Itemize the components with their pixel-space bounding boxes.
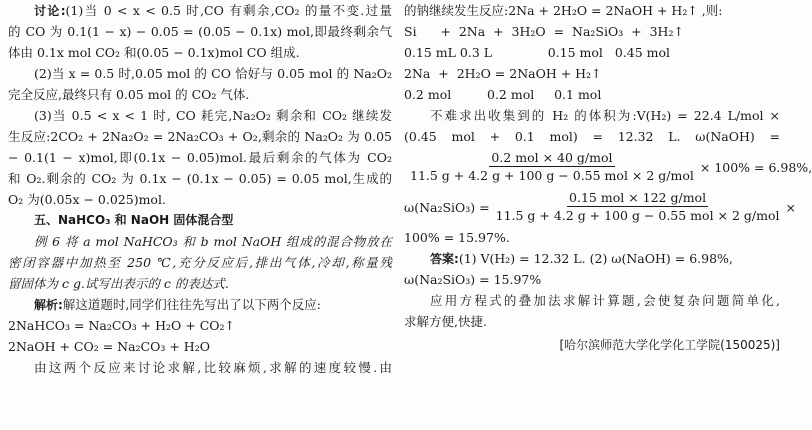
example-line-1 bbox=[8, 231, 392, 252]
right-line-1: 的钠继续发生反应:2Na + 2H₂O = 2NaOH + H₂↑ ,则: bbox=[404, 3, 723, 18]
section-title: 五、NaHCO₃ 和 NaOH 固体混合型 bbox=[34, 213, 234, 227]
example-line-3: 留固体为 c g.试写出表示的 c 的表达式. bbox=[8, 276, 229, 291]
reaction-table-2-row-2: 0.2 mol 0.2 mol 0.1 mol bbox=[404, 87, 602, 102]
example-label: 例 6 bbox=[34, 234, 61, 249]
right-column bbox=[404, 0, 812, 355]
naoh-result: × 100% = 6.98%, bbox=[699, 159, 812, 175]
answer-label: 答案: bbox=[430, 252, 459, 266]
answer-line-2: ω(Na₂SiO₃) = 15.97% bbox=[404, 272, 542, 287]
case-3-line-2: 生反应:2CO₂ + 2Na₂O₂ = 2Na₂CO₃ + O₂,剩余的 Na₂O₂ 为 0.05 bbox=[8, 129, 392, 144]
example-text-1: 将 a mol NaHCO₃ 和 b mol NaOH 组成的混合物放在 bbox=[60, 234, 392, 249]
tail-line: 由这两个反应来讨论求解,比较麻烦,求解的速度较慢.由 bbox=[34, 360, 392, 375]
case-3-line-3: − 0.1(1 − x)mol,即(0.1x − 0.05)mol.最后剩余的气体为 CO₂ bbox=[8, 150, 392, 165]
naoh-numerator: 0.2 mol × 40 g/mol bbox=[491, 150, 613, 165]
closing-line-2: 求解方便,快捷. bbox=[404, 314, 487, 329]
answer-line bbox=[404, 248, 780, 269]
reaction-1: 2NaHCO₃ = Na₂CO₃ + H₂O + CO₂↑ bbox=[8, 318, 236, 333]
closing-line-1: 应用方程式的叠加法求解计算题,会使复杂问题简单化, bbox=[430, 293, 780, 308]
reaction-table-1-row-1: Si + 2Na + 3H₂O = Na₂SiO₃ + 3H₂↑ bbox=[404, 24, 684, 39]
example-line-2: 密闭容器中加热至 250 ℃,充分反应后,排出气体,冷却,称量残 bbox=[8, 255, 392, 270]
na2sio3-denominator: 11.5 g + 4.2 g + 100 g − 0.55 mol × 2 g/mol bbox=[495, 208, 780, 223]
case-3-line-1: (3)当 0.5 < x < 1 时, CO 耗完,Na₂O₂ 剩余和 CO₂ 继续发 bbox=[34, 108, 392, 123]
na2sio3-fraction-line bbox=[404, 187, 796, 227]
analysis-line bbox=[8, 294, 392, 315]
volume-line-2: (0.45 mol + 0.1 mol) = 12.32 L. ω(NaOH) = bbox=[404, 129, 780, 144]
reaction-table-1-row-2: 0.15 mL 0.3 L 0.15 mol 0.45 mol bbox=[404, 45, 670, 60]
na2sio3-fraction bbox=[494, 190, 782, 224]
discussion-line-3: 体由 0.1x mol CO₂ 和(0.05 − 0.1x)mol CO 组成. bbox=[8, 45, 300, 60]
discussion-line-2: 的 CO 为 0.1(1 − x) − 0.05 = (0.05 − 0.1x) mol,即最终剩余气 bbox=[8, 24, 392, 39]
naoh-denominator: 11.5 g + 4.2 g + 100 g − 0.55 mol × 2 g/mol bbox=[410, 168, 694, 183]
volume-line-1: 不难求出收集到的 H₂ 的体积为:V(H₂) = 22.4 L/mol × bbox=[430, 108, 780, 123]
case-3-line-5: O₂ 为(0.05x − 0.025)mol. bbox=[8, 192, 166, 207]
case-3-line-4: 和 O₂.剩余的 CO₂ 为 0.1x − (0.1x − 0.05) = 0.05 mol,生成的 bbox=[8, 171, 392, 186]
answer-text: (1) V(H₂) = 12.32 L. (2) ω(NaOH) = 6.98%, bbox=[458, 251, 733, 266]
na2sio3-numerator: 0.15 mol × 122 g/mol bbox=[569, 190, 707, 205]
analysis-text: 解这道题时,同学们往往先写出了以下两个反应: bbox=[62, 297, 321, 312]
na2sio3-lead: ω(Na₂SiO₃) = bbox=[404, 199, 490, 215]
case-2-line-2: 完全反应,最终只有 0.05 mol 的 CO₂ 气体. bbox=[8, 87, 250, 102]
reaction-table-2-row-1: 2Na + 2H₂O = 2NaOH + H₂↑ bbox=[404, 66, 602, 81]
discussion-line-1 bbox=[8, 0, 392, 21]
percent-line: 100% = 15.97%. bbox=[404, 230, 510, 245]
reaction-2: 2NaOH + CO₂ = Na₂CO₃ + H₂O bbox=[8, 339, 210, 354]
discussion-text-1: (1)当 0 < x < 0.5 时,CO 有剩余,CO₂ 的量不变.过量 bbox=[65, 3, 392, 18]
affiliation-text: [哈尔滨师范大学化学化工学院(150025)] bbox=[559, 338, 780, 352]
analysis-label: 解析: bbox=[34, 298, 63, 312]
left-column bbox=[8, 0, 392, 378]
naoh-fraction bbox=[408, 150, 696, 184]
naoh-fraction-line bbox=[404, 147, 812, 187]
na2sio3-times: × bbox=[785, 199, 796, 215]
case-2-line-1: (2)当 x = 0.5 时,0.05 mol 的 CO 恰好与 0.05 mol 的 Na₂O₂ bbox=[34, 66, 392, 81]
discussion-label: 讨论: bbox=[34, 4, 66, 18]
affiliation bbox=[404, 334, 780, 355]
